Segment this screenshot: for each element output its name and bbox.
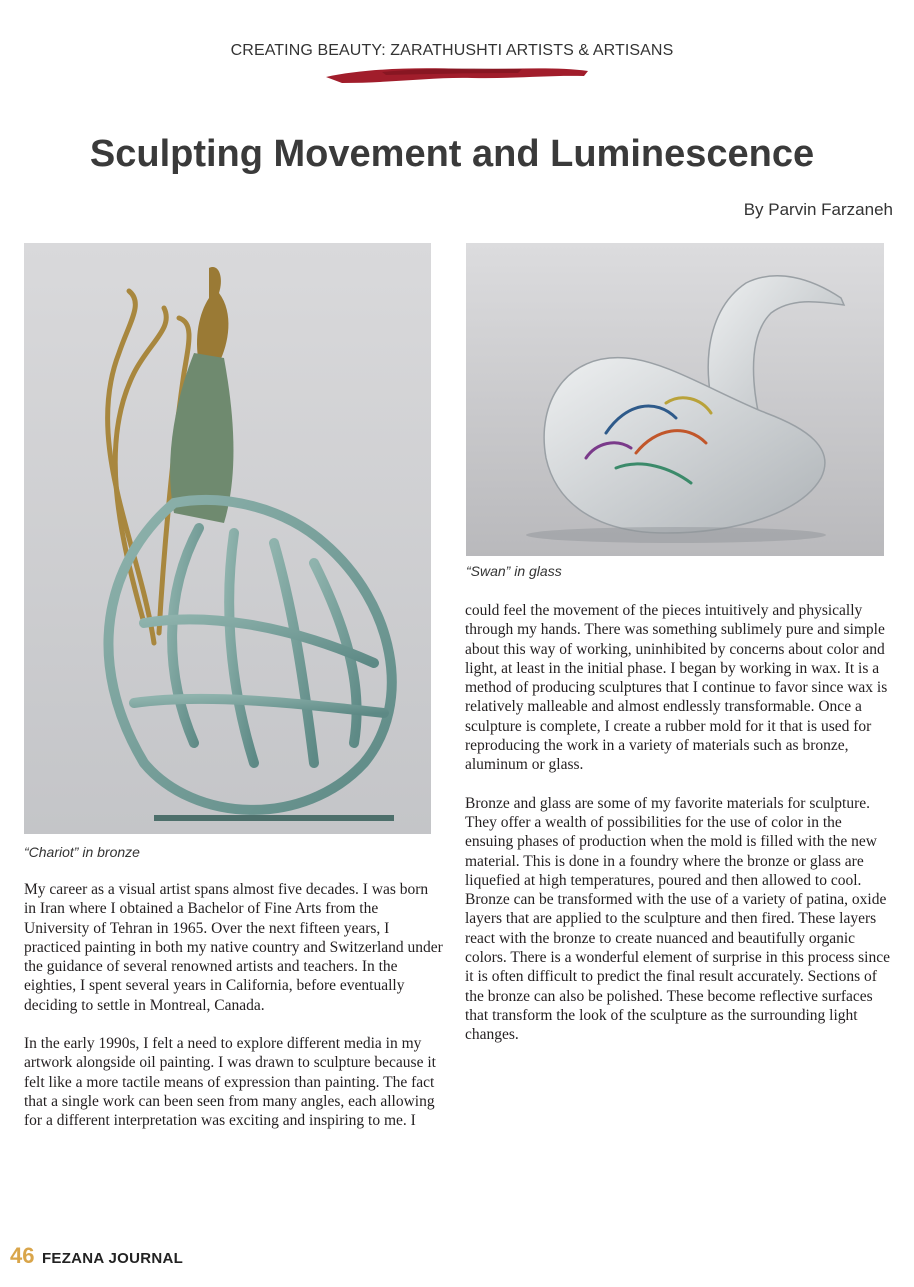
article-title: Sculpting Movement and Luminescence <box>89 133 815 175</box>
chariot-caption: “Chariot” in bronze <box>24 844 140 860</box>
page-number: 46 <box>10 1243 35 1268</box>
journal-name: FEZANA JOURNAL <box>41 1250 184 1267</box>
chariot-sculpture-photo <box>24 243 431 834</box>
byline: By Parvin Farzaneh <box>743 200 893 219</box>
body-left-column <box>24 880 444 1150</box>
page-footer <box>10 1243 183 1269</box>
paragraph: could feel the movement of the pieces intuitively and physically through my hands. There was something sublimely pure and simple about this way of working, uninhibited by concerns about color and light, at least in the initial phase. I began by working in wax. It is a method of producing sculptures that I continue to favor since wax is relatively malleable and almost endlessly transformable. Once a sculpture is complete, I create a rubber mold for it that is used for reproducing the work in a variety of materials such as bronze, aluminum or glass. <box>465 602 888 774</box>
section-header: CREATING BEAUTY: ZARATHUSHTI ARTISTS & ARTISANS <box>230 42 674 59</box>
swan-caption: “Swan” in glass <box>466 563 562 579</box>
swan-sculpture-photo <box>466 243 884 556</box>
body-right-column <box>465 601 890 1064</box>
paragraph: My career as a visual artist spans almost five decades. I was born in Iran where I obtained a Bachelor of Fine Arts from the University of Tehran in 1965. Over the next fifteen years, I practiced painting in both my native country and Switzerland under the guidance of several renowned artists and teachers. In the eighties, I spent several years in California, before eventually deciding to settle in Montreal, Canada. <box>24 881 443 1014</box>
paragraph: In the early 1990s, I felt a need to explore different media in my artwork alongside oil painting. I was drawn to sculpture because it felt like a more tactile means of expression than painting. The fact that a single work can been seen from many angles, each allowing for a different interpretation was exciting and inspiring to me. I <box>24 1035 436 1130</box>
paragraph: Bronze and glass are some of my favorite materials for sculpture. They offer a wealth of possibilities for the use of color in the ensuing phases of production when the mold is filled with the new material. This is done in a foundry where the bronze or glass are liquefied at high temperatures, poured and then allowed to cool. Bronze can be transformed with the use of a variety of patina, oxide layers that are applied to the sculpture and then fired. These layers react with the bronze to create nuanced and beautifully organic colors. There is a wonderful element of surprise in this process since it is often difficult to predict the final result accurately. Sections of the bronze can also be polished. These become reflective surfaces that transform the look of the sculpture as the surrounding light changes. <box>465 794 890 1044</box>
brush-stroke-ornament <box>322 63 592 87</box>
